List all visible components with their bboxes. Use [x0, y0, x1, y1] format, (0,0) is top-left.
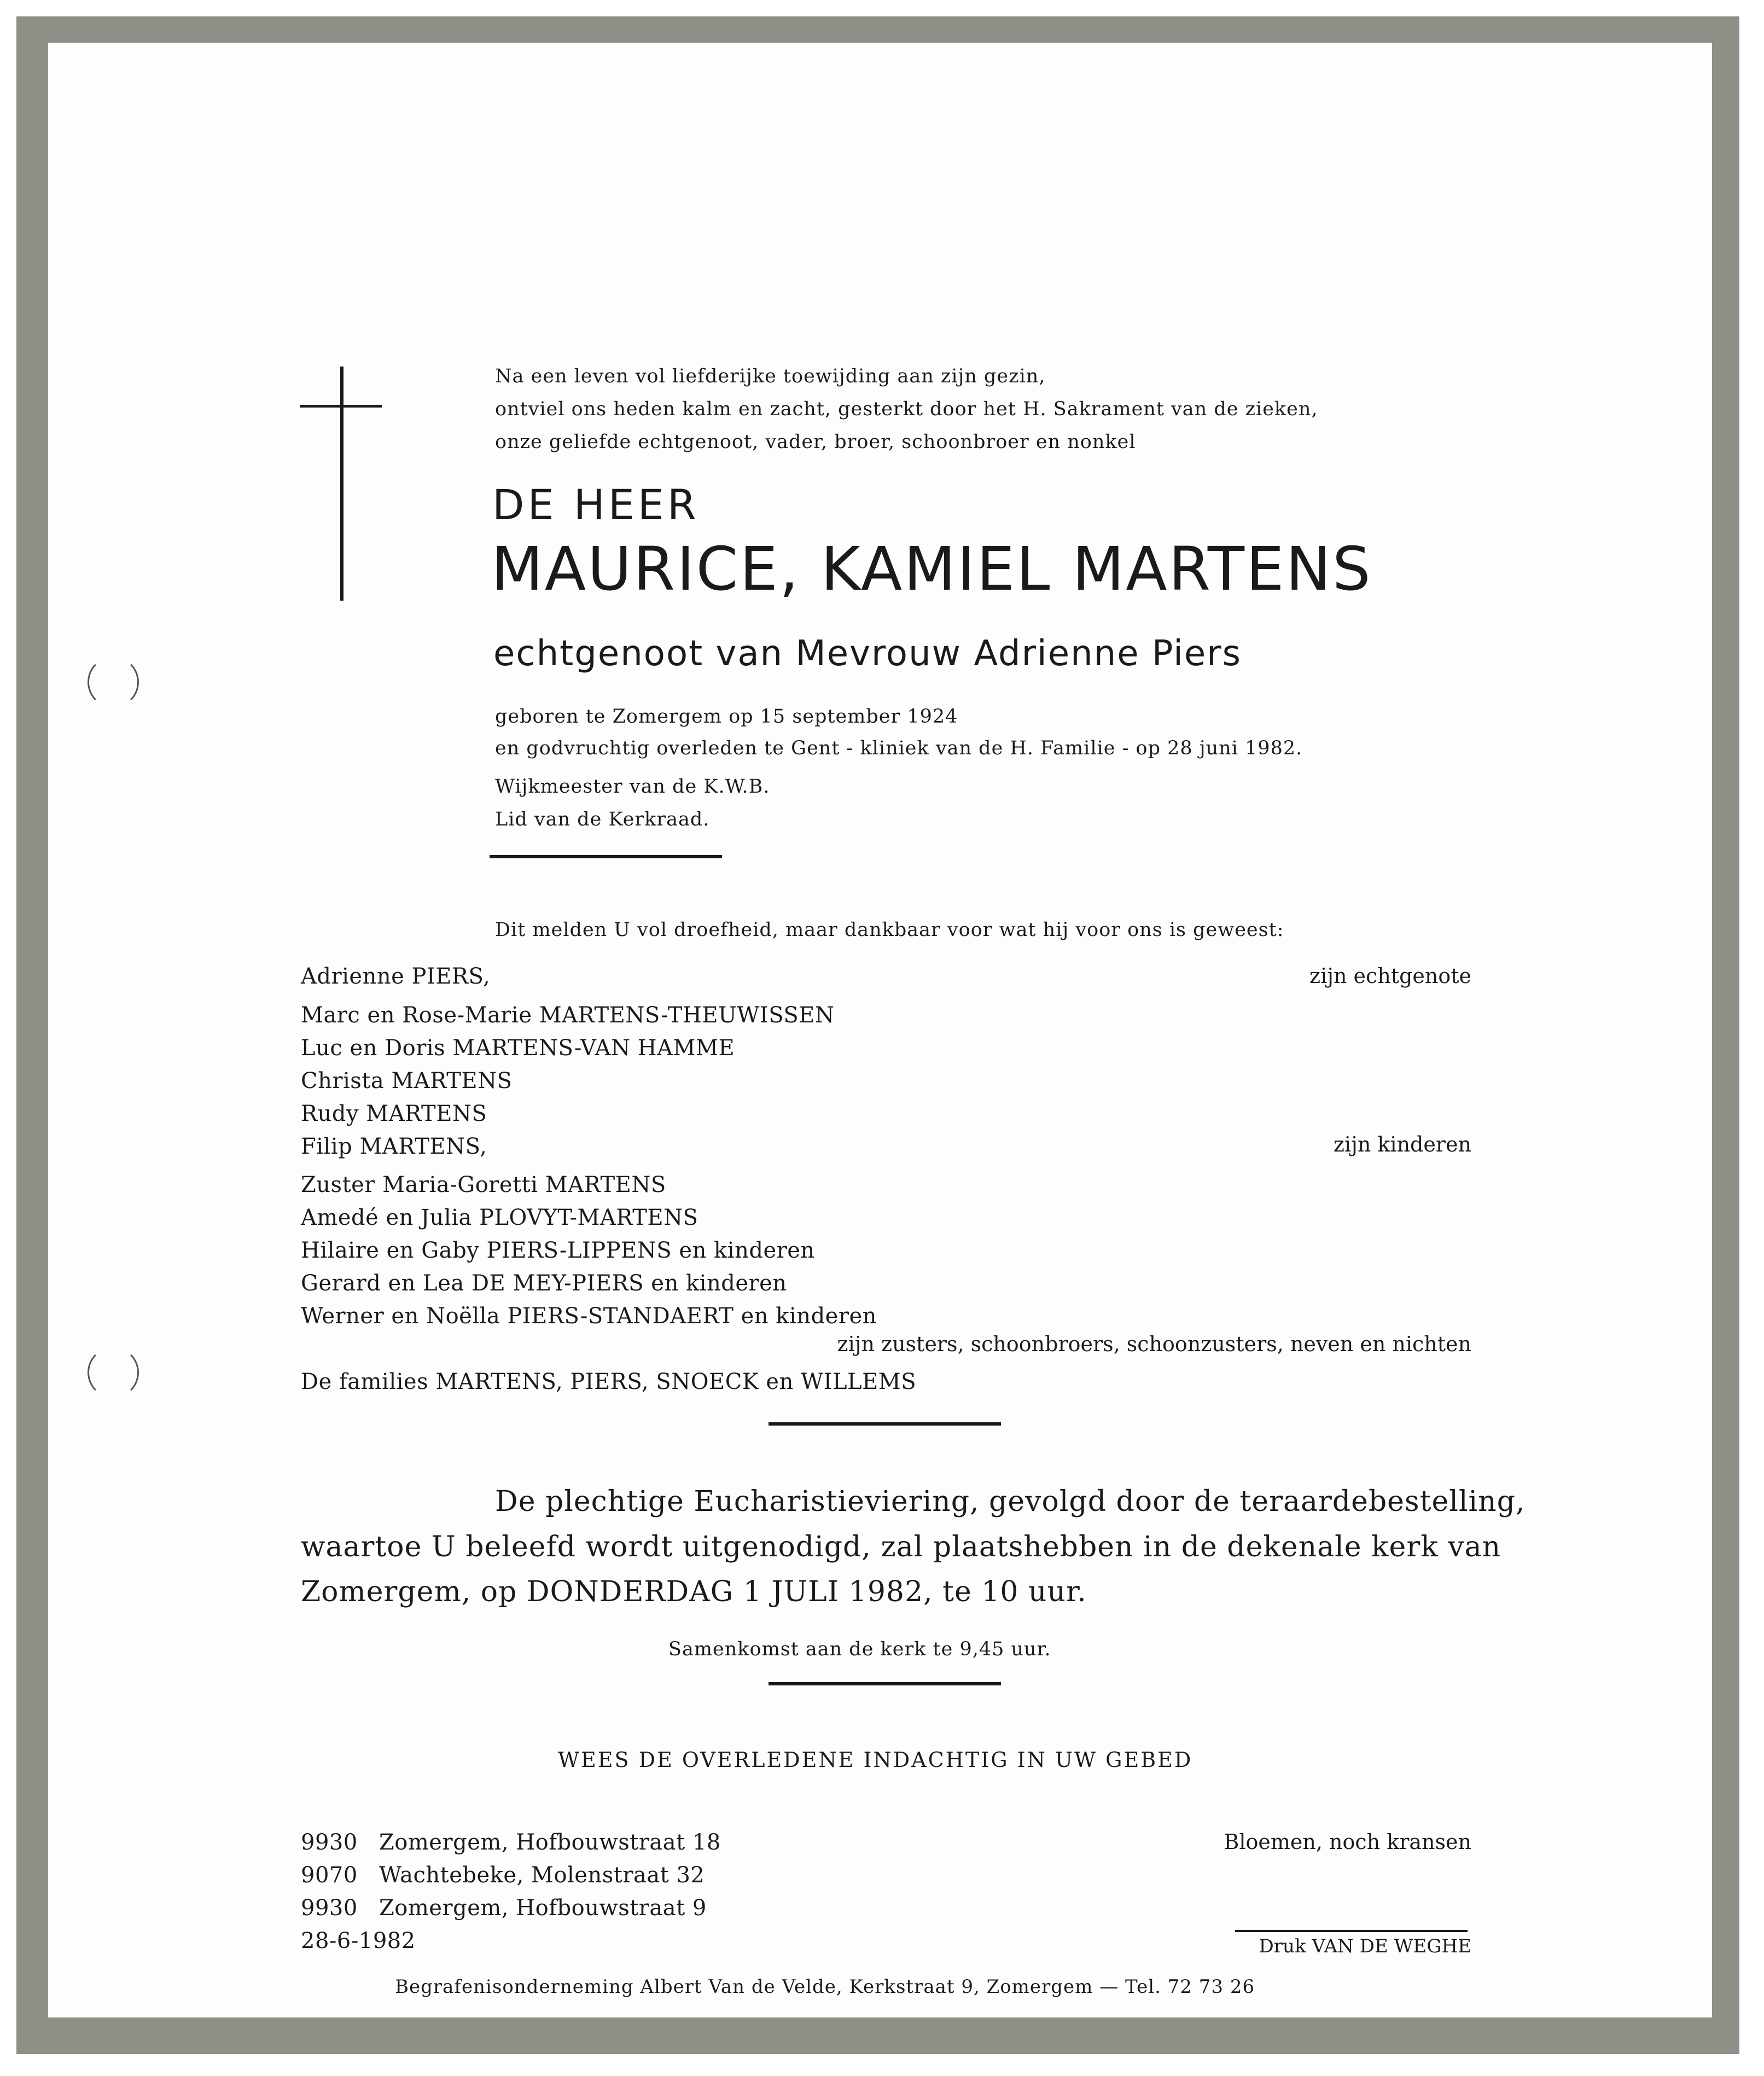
gathering-time: Samenkomst aan de kerk te 9,45 uur.	[668, 1638, 1051, 1660]
ceremony-line-2: waartoe U beleefd wordt uitgenodigd, zal plaatshebben in de dekenale kerk van	[301, 1531, 1501, 1563]
family-sibling-2: Amedé en Julia PLOVYT-MARTENS	[301, 1205, 698, 1230]
bio-born: geboren te Zomergem op 15 september 1924	[495, 706, 958, 728]
divider-1	[490, 855, 722, 858]
printer-credit: Druk VAN DE WEGHE	[1259, 1935, 1471, 1957]
family-child-2: Luc en Doris MARTENS-VAN HAMME	[301, 1036, 735, 1061]
spouse-line: echtgenoot van Mevrouw Adrienne Piers	[493, 633, 1242, 674]
bio-role-1: Wijkmeester van de K.W.B.	[495, 776, 770, 798]
family-families: De families MARTENS, PIERS, SNOECK en WILLEMS	[301, 1369, 917, 1394]
address-1-place: Zomergem, Hofbouwstraat 18	[379, 1830, 721, 1855]
address-2-place: Wachtebeke, Molenstraat 32	[379, 1863, 705, 1888]
printer-rule	[1235, 1930, 1468, 1932]
address-2-code: 9070	[301, 1863, 358, 1888]
family-sibling-1: Zuster Maria-Goretti MARTENS	[301, 1172, 666, 1197]
card-date: 28-6-1982	[301, 1928, 416, 1953]
family-sibling-4: Gerard en Lea DE MEY-PIERS en kinderen	[301, 1271, 787, 1296]
address-3-place: Zomergem, Hofbouwstraat 9	[379, 1895, 707, 1921]
ceremony-line-3: Zomergem, op DONDERDAG 1 JULI 1982, te 10 uur.	[301, 1575, 1087, 1608]
undertaker-line: Begrafenisonderneming Albert Van de Velde, Kerkstraat 9, Zomergem — Tel. 72 73 26	[395, 1976, 1255, 1998]
children-role: zijn kinderen	[1333, 1132, 1471, 1156]
announce-line: Dit melden U vol droefheid, maar dankbaar voor wat hij voor ons is geweest:	[495, 919, 1284, 941]
siblings-role: zijn zusters, schoonbroers, schoonzusters, neven en nichten	[837, 1332, 1471, 1356]
family-sibling-5: Werner en Noëlla PIERS-STANDAERT en kinderen	[301, 1304, 877, 1329]
family-child-3: Christa MARTENS	[301, 1068, 513, 1094]
address-1-code: 9930	[301, 1830, 358, 1855]
spouse-role: zijn echtgenote	[1309, 964, 1471, 988]
divider-2	[769, 1422, 1001, 1426]
prayer-line: WEES DE OVERLEDENE INDACHTIG IN UW GEBED	[558, 1748, 1193, 1772]
deceased-name: MAURICE, KAMIEL MARTENS	[491, 534, 1372, 604]
ceremony-line-1: De plechtige Eucharistieviering, gevolgd door de teraardebestelling,	[495, 1485, 1526, 1518]
intro-line-3: onze geliefde echtgenoot, vader, broer, schoonbroer en nonkel	[495, 431, 1136, 453]
family-child-4: Rudy MARTENS	[301, 1101, 487, 1126]
flowers-note: Bloemen, noch kransen	[1224, 1830, 1471, 1854]
bio-role-2: Lid van de Kerkraad.	[495, 809, 710, 830]
intro-line-1: Na een leven vol liefderijke toewijding aan zijn gezin,	[495, 365, 1046, 387]
intro-line-2: ontviel ons heden kalm en zacht, gesterkt door het H. Sakrament van de zieken,	[495, 398, 1318, 420]
memorial-card	[48, 43, 1712, 2017]
divider-3	[769, 1682, 1001, 1685]
punch-hole-bottom	[88, 1347, 139, 1398]
family-child-1: Marc en Rose-Marie MARTENS-THEUWISSEN	[301, 1003, 835, 1028]
family-child-5: Filip MARTENS,	[301, 1134, 487, 1159]
address-3-code: 9930	[301, 1895, 358, 1921]
punch-hole-top	[88, 656, 139, 708]
family-spouse: Adrienne PIERS,	[301, 964, 491, 989]
bio-died: en godvruchtig overleden te Gent - kliniek van de H. Familie - op 28 juni 1982.	[495, 737, 1303, 759]
family-sibling-3: Hilaire en Gaby PIERS-LIPPENS en kinderen	[301, 1238, 815, 1263]
title-heer: DE HEER	[492, 480, 700, 529]
